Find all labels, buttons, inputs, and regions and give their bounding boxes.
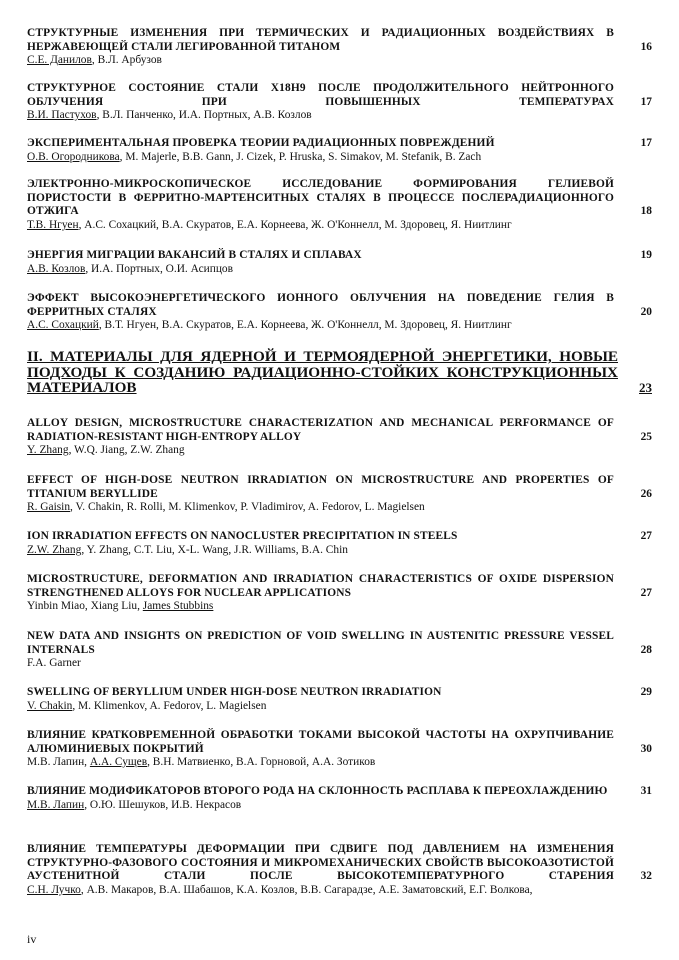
- lead-author: А.С. Сохацкий: [27, 319, 99, 332]
- entry-authors: [27, 444, 652, 458]
- toc-entry: [27, 530, 652, 557]
- coauthors: , А.С. Сохацкий, В.А. Скуратов, Е.А. Корнеева, Ж. О'Коннелл, М. Здоровец, Я. Ниитлинг: [78, 218, 512, 231]
- coauthors: М.В. Лапин,: [27, 756, 90, 769]
- toc-entry: [27, 417, 652, 458]
- entry-page: 29: [640, 686, 652, 698]
- toc-entry: [27, 785, 652, 812]
- entry-page: 25: [640, 430, 652, 443]
- entry-title: ЭЛЕКТРОННО-МИКРОСКОПИЧЕСКОЕ ИССЛЕДОВАНИЕ ФОРМИРОВАНИЯ ГЕЛИЕВОЙ ПОРИСТОСТИ В ФЕРРИТНО-МАРТЕНСИТНЫХ СТАЛЯХ В ПРОЦЕССЕ ПОСЛЕРАДИАЦИОННОГО ОТЖИГА: [27, 178, 614, 218]
- coauthors: , В.Л. Арбузов: [91, 54, 162, 67]
- coauthors: , О.Ю. Шешуков, И.В. Некрасов: [84, 798, 242, 811]
- lead-author: М.В. Лапин: [27, 798, 85, 811]
- entry-authors: [27, 54, 652, 68]
- lead-author: А.В. Козлов: [27, 262, 86, 275]
- lead-author: James Stubbins: [142, 600, 214, 613]
- coauthors: , В.Н. Матвиенко, В.А. Горновой, А.А. Зотиков: [147, 756, 376, 769]
- lead-author: Т.В. Нгуен: [27, 218, 79, 231]
- toc-entry: [27, 249, 652, 276]
- section-heading: [27, 349, 652, 396]
- entry-title: ALLOY DESIGN, MICROSTRUCTURE CHARACTERIZATION AND MECHANICAL PERFORMANCE OF RADIATION-RESISTANT HIGH-ENTROPY ALLOY: [27, 417, 614, 443]
- coauthors: , M. Majerle, B.B. Gann, J. Cizek, P. Hruska, S. Simakov, M. Stefanik, B. Zach: [119, 150, 482, 163]
- entry-page: 26: [640, 487, 652, 500]
- lead-author: Y. Zhang: [27, 444, 69, 457]
- entry-page: 17: [640, 95, 652, 108]
- lead-author: С.Н. Лучко: [27, 883, 81, 896]
- entry-page: 27: [640, 586, 652, 599]
- entry-page: 31: [640, 785, 652, 797]
- lead-author: В.И. Пастухов: [27, 109, 97, 122]
- entry-title: ЭФФЕКТ ВЫСОКОЭНЕРГЕТИЧЕСКОГО ИОННОГО ОБЛУЧЕНИЯ НА ПОВЕДЕНИЕ ГЕЛИЯ В ФЕРРИТНЫХ СТАЛЯХ: [27, 292, 614, 318]
- lead-author: А.А. Сущев: [89, 756, 148, 769]
- entry-authors: [27, 319, 652, 333]
- toc-entry: [27, 82, 652, 123]
- entry-authors: [27, 799, 652, 813]
- entry-authors: [27, 657, 652, 671]
- entry-title: ВЛИЯНИЕ КРАТКОВРЕМЕННОЙ ОБРАБОТКИ ТОКАМИ ВЫСОКОЙ ЧАСТОТЫ НА ОХРУПЧИВАНИЕ АЛЮМИНИЕВЫХ ПОКРЫТИЙ: [27, 729, 614, 755]
- entry-authors: [27, 219, 652, 233]
- entry-page: 18: [640, 205, 652, 218]
- coauthors: , И.А. Портных, О.И. Асипцов: [85, 262, 233, 275]
- entry-title: ВЛИЯНИЕ ТЕМПЕРАТУРЫ ДЕФОРМАЦИИ ПРИ СДВИГЕ ПОД ДАВЛЕНИЕМ НА ИЗМЕНЕНИЯ СТРУКТУРНО-ФАЗОВОГО СОСТОЯНИЯ И МИКРОМЕХАНИЧЕСКИХ СВОЙСТВ ВЫСОКОАЗОТИСТОЙ АУСТЕНИТНОЙ СТАЛИ ПОСЛЕ ВЫСОКОТЕМПЕРАТУРНОГО СТАРЕНИЯ: [27, 843, 614, 883]
- toc-entry: [27, 27, 652, 68]
- entry-authors: [27, 263, 652, 277]
- entry-page: 19: [640, 249, 652, 261]
- lead-author: V. Chakin: [27, 699, 73, 712]
- entry-title: ЭНЕРГИЯ МИГРАЦИИ ВАКАНСИЙ В СТАЛЯХ И СПЛАВАХ: [27, 249, 362, 261]
- entry-page: 28: [640, 643, 652, 656]
- entry-page: 27: [640, 530, 652, 542]
- toc-entry: [27, 137, 652, 164]
- entry-authors: [27, 600, 652, 614]
- entry-title: ЭКСПЕРИМЕНТАЛЬНАЯ ПРОВЕРКА ТЕОРИИ РАДИАЦИОННЫХ ПОВРЕЖДЕНИЙ: [27, 137, 495, 149]
- toc-entry: [27, 573, 652, 614]
- lead-author: С.Е. Данилов: [27, 54, 92, 67]
- entry-authors: [27, 884, 652, 898]
- toc-entry: [27, 843, 652, 897]
- section-page: 23: [639, 379, 652, 395]
- lead-author: R. Gaisin: [27, 501, 71, 514]
- entry-title: NEW DATA AND INSIGHTS ON PREDICTION OF VOID SWELLING IN AUSTENITIC PRESSURE VESSEL INTERNALS: [27, 630, 614, 656]
- entry-authors: [27, 501, 652, 515]
- entry-title: EFFECT OF HIGH-DOSE NEUTRON IRRADIATION ON MICROSTRUCTURE AND PROPERTIES OF TITANIUM BERYLLIDE: [27, 474, 614, 500]
- toc-entry: [27, 474, 652, 515]
- coauthors: Yinbin Miao, Xiang Liu,: [27, 600, 143, 613]
- page-number: iv: [27, 932, 37, 946]
- coauthors: , А.В. Макаров, В.А. Шабашов, К.А. Козлов, В.В. Сагарадзе, А.Е. Заматовский, Е.Г. Волкова,: [80, 883, 533, 896]
- entry-title: ION IRRADIATION EFFECTS ON NANOCLUSTER PRECIPITATION IN STEELS: [27, 530, 458, 542]
- entry-page: 32: [640, 870, 652, 883]
- entry-authors: [27, 151, 652, 165]
- entry-authors: [27, 700, 652, 714]
- coauthors: , Y. Zhang, C.T. Liu, X-L. Wang, J.R. Williams, B.A. Chin: [81, 543, 348, 556]
- entry-title: СТРУКТУРНЫЕ ИЗМЕНЕНИЯ ПРИ ТЕРМИЧЕСКИХ И РАДИАЦИОННЫХ ВОЗДЕЙСТВИЯХ В НЕРЖАВЕЮЩЕЙ СТАЛИ ЛЕГИРОВАННОЙ ТИТАНОМ: [27, 27, 614, 53]
- entry-title: SWELLING OF BERYLLIUM UNDER HIGH-DOSE NEUTRON IRRADIATION: [27, 686, 442, 698]
- lead-author: О.В. Огородникова: [27, 150, 120, 163]
- entry-page: 16: [640, 40, 652, 53]
- coauthors: , V. Chakin, R. Rolli, M. Klimenkov, P. Vladimirov, A. Fedorov, L. Magielsen: [70, 501, 425, 514]
- toc-entry: [27, 630, 652, 671]
- toc-entry: [27, 686, 652, 713]
- entry-title: СТРУКТУРНОЕ СОСТОЯНИЕ СТАЛИ Х18Н9 ПОСЛЕ ПРОДОЛЖИТЕЛЬНОГО НЕЙТРОННОГО ОБЛУЧЕНИЯ ПРИ ПОВЫШЕННЫХ ТЕМПЕРАТУРАХ: [27, 82, 614, 108]
- entry-authors: [27, 544, 652, 558]
- author: F.A. Garner: [27, 657, 81, 670]
- entry-page: 30: [640, 742, 652, 755]
- entry-authors: [27, 109, 652, 123]
- toc-entry: [27, 292, 652, 333]
- entry-page: 17: [640, 137, 652, 149]
- toc-entry: [27, 178, 652, 232]
- coauthors: , M. Klimenkov, A. Fedorov, L. Magielsen: [72, 699, 267, 712]
- entry-title: ВЛИЯНИЕ МОДИФИКАТОРОВ ВТОРОГО РОДА НА СКЛОННОСТЬ РАСПЛАВА К ПЕРЕОХЛАЖДЕНИЮ: [27, 785, 608, 797]
- entry-page: 20: [640, 305, 652, 318]
- coauthors: , В.Л. Панченко, И.А. Портных, А.В. Козлов: [96, 109, 312, 122]
- entry-title: MICROSTRUCTURE, DEFORMATION AND IRRADIATION CHARACTERISTICS OF OXIDE DISPERSION STRENGTHENED ALLOYS FOR NUCLEAR APPLICATIONS: [27, 573, 614, 599]
- toc-entry: [27, 729, 652, 770]
- lead-author: Z.W. Zhang: [27, 543, 82, 556]
- coauthors: , В.Т. Нгуен, В.А. Скуратов, Е.А. Корнеева, Ж. О'Коннелл, М. Здоровец, Я. Ниитлинг: [98, 319, 512, 332]
- coauthors: , W.Q. Jiang, Z.W. Zhang: [68, 444, 185, 457]
- section-title: II. МАТЕРИАЛЫ ДЛЯ ЯДЕРНОЙ И ТЕРМОЯДЕРНОЙ ЭНЕРГЕТИКИ, НОВЫЕ ПОДХОДЫ К СОЗДАНИЮ РАДИАЦИОННО-СТОЙКИХ КОНСТРУКЦИОННЫХ МАТЕРИАЛОВ: [27, 348, 618, 397]
- entry-authors: [27, 756, 652, 770]
